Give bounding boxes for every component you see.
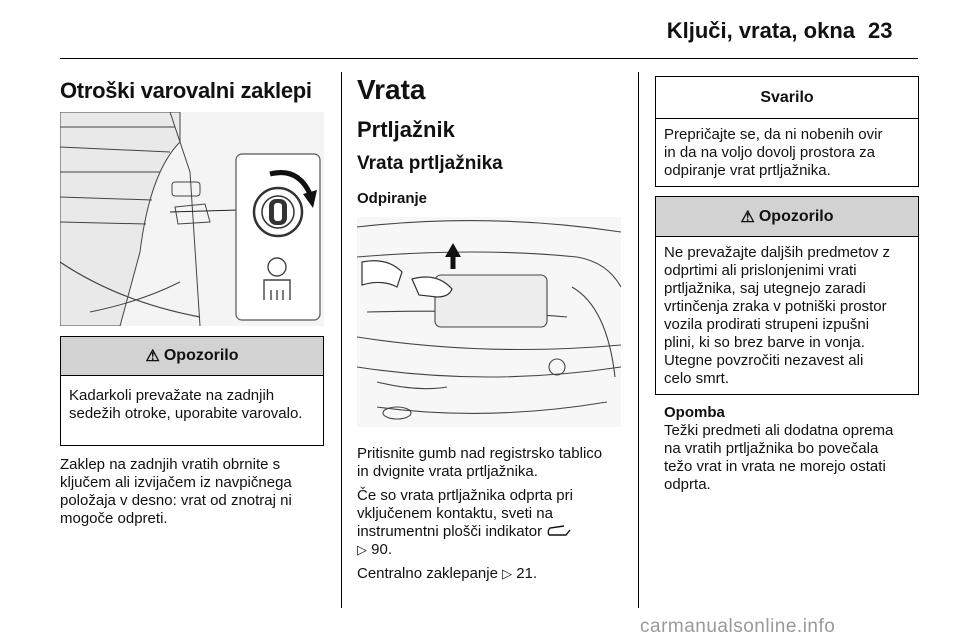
- section-heading-child-locks: Otroški varovalni zaklepi: [60, 78, 312, 103]
- warning-box-text: Kadarkoli prevažate na zadnjih sedežih otroke, uporabite varovalo.: [69, 387, 303, 422]
- text-line-central-locking: [357, 565, 633, 583]
- open-tailgate-indicator-icon: [546, 523, 572, 540]
- text-line: Zaklep na zadnjih vratih obrnite s: [60, 456, 281, 473]
- page-number: 23: [868, 18, 893, 43]
- running-header-title: Ključi, vrata, okna: [666, 18, 855, 43]
- child-lock-illustration: [60, 112, 324, 326]
- note-block: [664, 404, 934, 494]
- text-line: celo smrt.: [664, 370, 730, 387]
- caution-box-text: [656, 119, 918, 188]
- text-line: ključem ali izvijačem iz navpičnega: [60, 474, 292, 491]
- text-line-page-ref: [357, 541, 633, 559]
- tailgate-opening-illustration: [357, 217, 621, 427]
- warning-box-text: [656, 237, 918, 396]
- warning-box-header: [656, 197, 918, 237]
- text-line: Pritisnite gumb nad registrsko tablico: [357, 445, 603, 462]
- text-line: Težki predmeti ali dodatna oprema: [664, 422, 894, 439]
- subheading-trunk: Prtljažnik: [357, 117, 455, 142]
- warning-triangle-icon: ⚠: [145, 348, 160, 365]
- child-lock-paragraph: [60, 456, 330, 528]
- text-line-indicator: [357, 523, 633, 541]
- subheading-tailgate: Vrata prtljažnika: [357, 153, 503, 174]
- text-line: položaja v desno: vrat od znotraj ni: [60, 492, 292, 509]
- warning-box-header: [61, 337, 323, 376]
- text-line: prtljažnika, saj utegnejo zaradi: [664, 280, 866, 297]
- text-line: Prepričajte se, da ni nobenih ovir: [664, 126, 883, 143]
- text-line: odprta.: [664, 476, 711, 493]
- text-line: odprtimi ali prislonjenimi vrati: [664, 262, 857, 279]
- text-line: vključenem kontaktu, sveti na: [357, 505, 553, 522]
- text-line: težo vrat in vrata ne morejo ostati: [664, 458, 886, 475]
- text-line: mogoče odpreti.: [60, 510, 168, 527]
- central-locking-text: Centralno zaklepanje: [357, 565, 498, 582]
- subheading-opening: Odpiranje: [357, 190, 428, 207]
- text-line: odpiranje vrat prtljažnika.: [664, 162, 831, 179]
- text-line: in dvignite vrata prtljažnika.: [357, 463, 538, 480]
- tailgate-text-block: [357, 445, 633, 583]
- note-title: Opomba: [664, 404, 725, 421]
- watermark: carmanualsonline.info: [640, 616, 836, 637]
- text-line: vrtinčenja zraka v potniški prostor: [664, 298, 887, 315]
- column-divider-2: [638, 72, 639, 608]
- section-heading-doors: Vrata: [357, 74, 426, 105]
- text-line: Ne prevažajte daljših predmetov z: [664, 244, 890, 261]
- text-line: in da na voljo dovolj prostora za: [664, 144, 875, 161]
- warning-box-child-lock: [60, 336, 324, 446]
- text-line: na vratih prtljažnika bo povečala: [664, 440, 879, 457]
- warning-triangle-icon: ⚠: [740, 208, 755, 226]
- column-divider-1: [341, 72, 342, 608]
- text-line: Če so vrata prtljažnika odprta pri: [357, 487, 573, 504]
- warning-title: Opozorilo: [163, 347, 239, 364]
- text-line: vozila prodirati strupeni izpušni: [664, 316, 870, 333]
- page-reference-arrow-icon: ▷: [502, 566, 513, 581]
- page-reference[interactable]: 90.: [371, 541, 393, 558]
- warning-title: Opozorilo: [758, 207, 834, 225]
- caution-title: Svarilo: [760, 88, 814, 106]
- page-reference-arrow-icon: ▷: [357, 542, 367, 557]
- header-rule: [60, 58, 918, 59]
- text-line: instrumentni plošči indikator: [357, 523, 543, 540]
- warning-box-exhaust: [655, 196, 919, 395]
- page-reference[interactable]: 21.: [516, 565, 538, 582]
- text-line: plini, ki so brez barve in vonja.: [664, 334, 865, 351]
- text-line: Utegne povzročiti nezavest ali: [664, 352, 864, 369]
- caution-box-header: [656, 77, 918, 119]
- caution-box-svarilo: [655, 76, 919, 187]
